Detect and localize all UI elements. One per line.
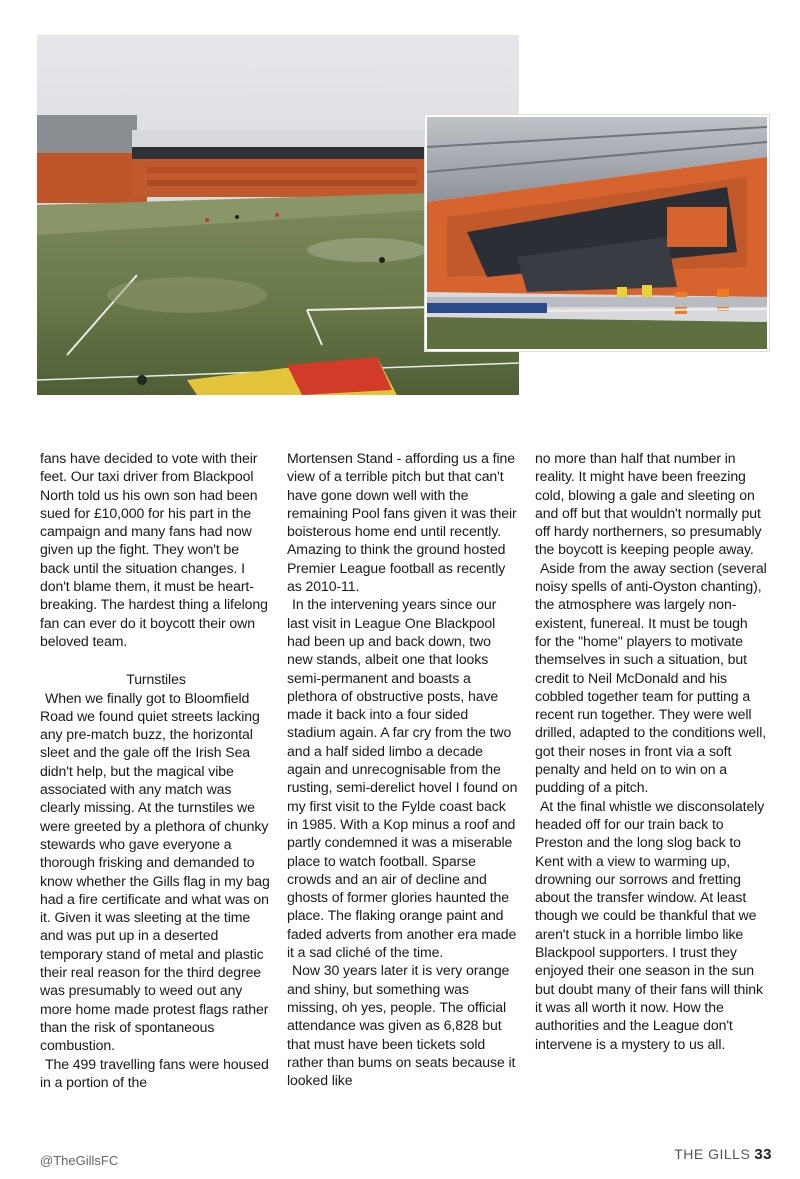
page-number: 33 [754, 1146, 772, 1163]
article-paragraph: At the final whistle we disconsolately headed off for our train back to Preston and the long slog back to Kent with a view to warming up, drowning our sorrows and fretting about the transfer window. At least though we could be thankful that we aren't stuck in a horrible limbo like Blackpool supporters. I trust they enjoyed their one season in the sun but doubt many of their fans will think it was all worth it now. How the authorities and the League don't intervene is a mystery to us all. [535, 797, 765, 1052]
article-column-1 [40, 449, 272, 1091]
article-column-3 [535, 449, 767, 1053]
article-paragraph: no more than half that number in reality. It might have been freezing cold, blowing a gale and sleeting on and off but that wouldn't normally put off hardy northerners, so presumably the boycott is keeping people away. [535, 450, 762, 558]
article-paragraph: When we finally got to Bloomfield Road we found quiet streets lacking any pre-match buzz, the horizontal sleet and the gale off the Irish Sea didn't help, but the magical vibe associated with any match was clearly missing. At the turnstiles we were greeted by a plethora of chunky stewards who gave everyone a thorough frisking and demanded to know whether the Gills flag in my bag had a fire certificate and what was on it. Given it was sleeting at the time and was put up in a deserted temporary stand of metal and plastic their real reason for the third degree was presumably to weed out any more home made protest flags rather than the risk of spontaneous combustion. [40, 689, 270, 1054]
article-paragraph: Aside from the away section (several noisy spells of anti-Oyston chanting), the atmosphere was largely non-existent, funereal. It must be tough for the "home" players to motivate themselves in such a situation, but credit to Neil McDonald and his cobbled together team for putting a recent run together. They were well drilled, adapted to the conditions well, got their noses in front via a soft penalty and held on to win on a pudding of a pitch. [535, 559, 767, 796]
article-column-2 [287, 449, 519, 1089]
section-heading-turnstiles: Turnstiles [126, 671, 186, 688]
magazine-name: THE GILLS [674, 1146, 751, 1162]
twitter-handle: @TheGillsFC [40, 1153, 119, 1168]
page-footer [674, 1146, 772, 1163]
article-paragraph: Mortensen Stand - affording us a fine view of a terrible pitch but that can't have gone down well with the remaining Pool fans given it was their boisterous home end until recently. Amazing to think the ground hosted Premier League football as recently as 2010-11. [287, 450, 517, 595]
stand-crowd-photo [425, 115, 769, 351]
article-paragraph: Now 30 years later it is very orange and shiny, but something was missing, oh yes, people. The official attendance was given as 6,828 but that must have been tickets sold rather than bums on seats because it looked like [287, 962, 516, 1089]
article-paragraph: fans have decided to vote with their feet. Our taxi driver from Blackpool North told us his own son had been sued for £10,000 for his part in the campaign and many fans had now given up the fight. They won't be back until the situation changes. I don't blame them, it must be heart-breaking. The hardest thing a lifelong fan can ever do it boycott their own beloved team. [40, 450, 268, 649]
article-paragraph: The 499 travelling fans were housed in a portion of the [40, 1055, 269, 1090]
stand-crowd-image [427, 117, 767, 349]
article-paragraph: In the intervening years since our last visit in League One Blackpool had been up and back down, two new stands, albeit one that looks semi-permanent and boasts a plethora of obstructive posts, have made it back into a four sided stadium again. A far cry from the two and a half sided limbo a decade again and unrecognisable from the rusting, semi-derelict hovel I found on my first visit to the Fylde coast back in 1985. With a Kop minus a roof and partly condemned it was a miserable place to watch football. Sparse crowds and an air of decline and ghosts of former glories haunted the place. The flaking orange paint and faded adverts from another era made it a sad cliché of the time. [287, 596, 518, 961]
